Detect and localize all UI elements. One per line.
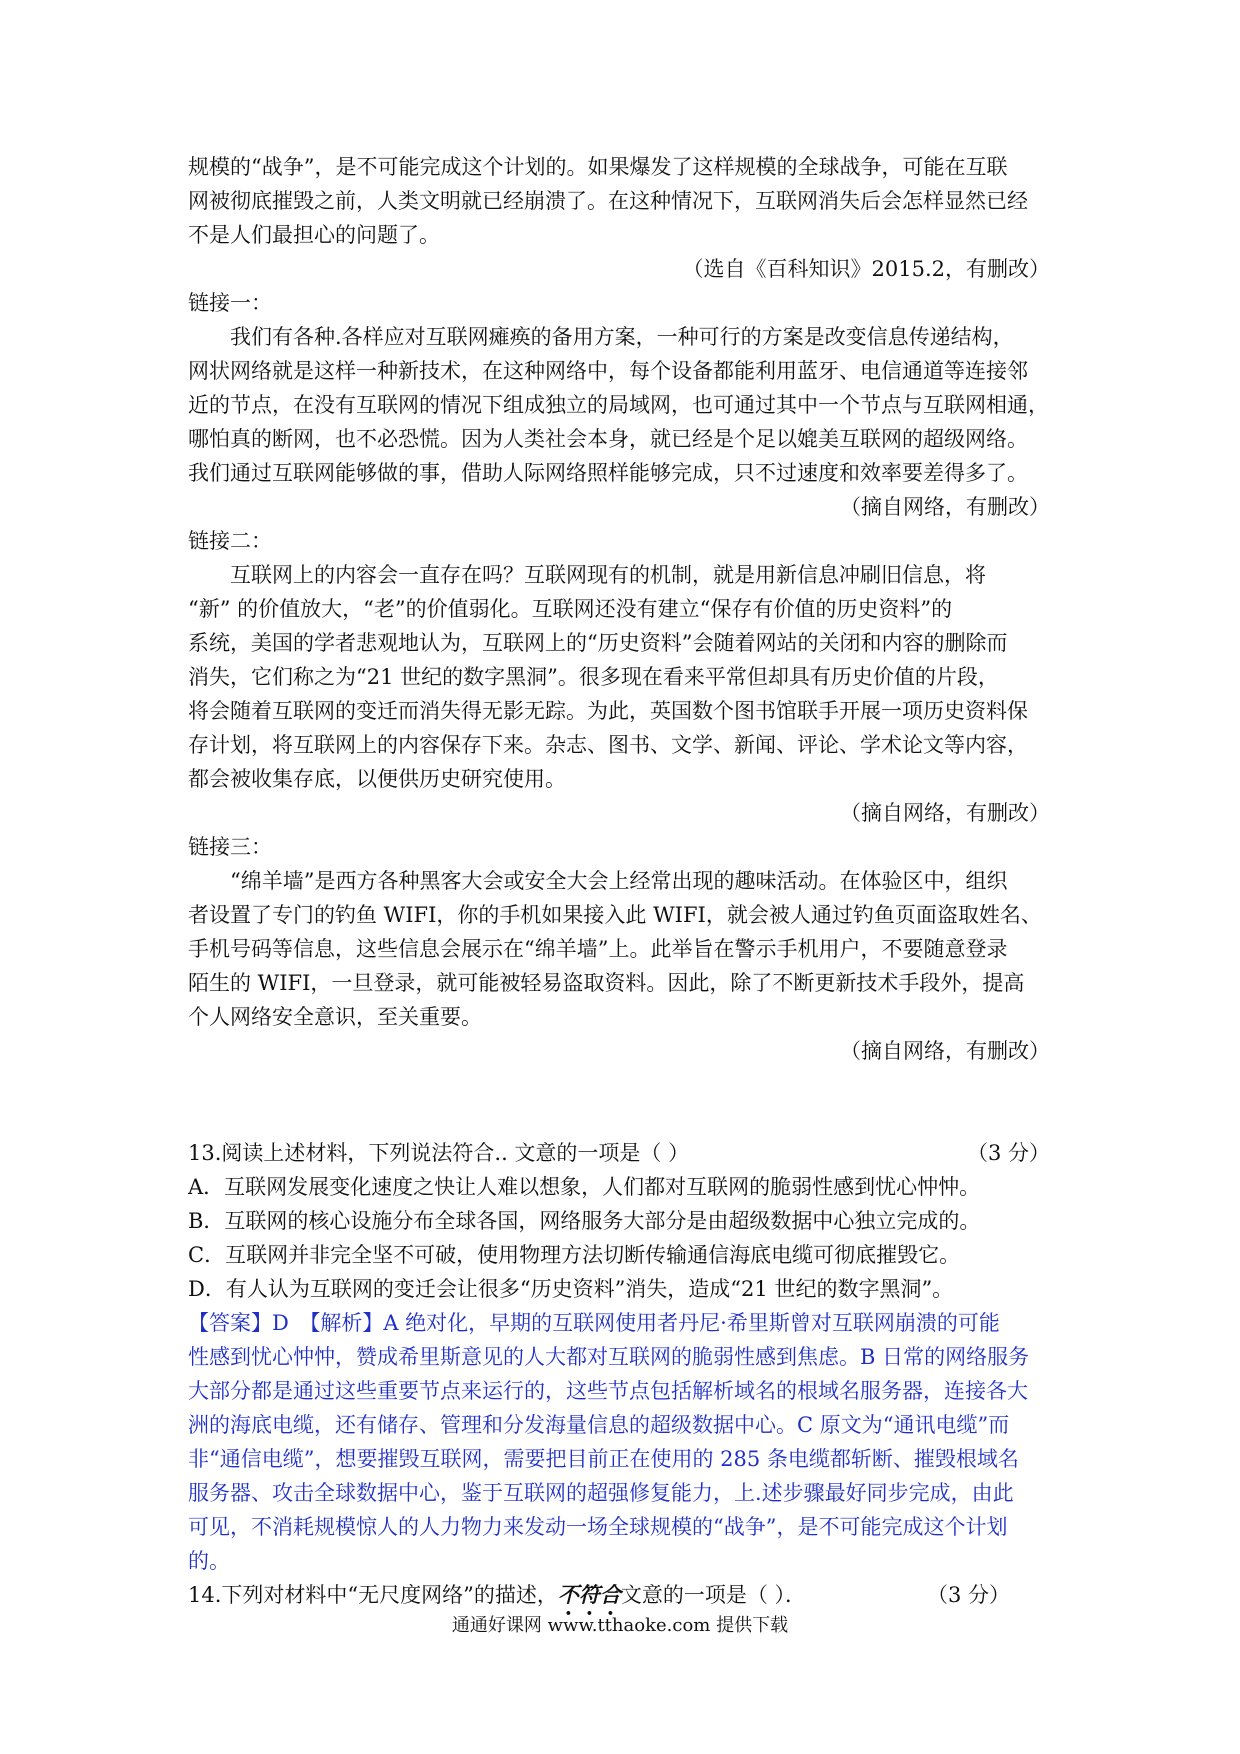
text-line: 系统，美国的学者悲观地认为，互联网上的“历史资料”会随着网站的关闭和内容的删除而 (188, 631, 1008, 655)
option-d: D．有人认为互联网的变迁会让很多“历史资料”消失，造成“21 世纪的数字黑洞”。 (188, 1277, 954, 1301)
text-line: 网状网络就是这样一种新技术，在这种网络中，每个设备都能利用蓝牙、电信通道等连接邻 (188, 359, 1028, 383)
option-b: B．互联网的核心设施分布全球各国，网络服务大部分是由超级数据中心独立完成的。 (188, 1209, 981, 1233)
answer-line: 洲的海底电缆，还有储存、管理和分发海量信息的超级数据中心。C 原文为“通讯电缆”而 (188, 1413, 1010, 1437)
page-footer: 通通好课网 www.tthaoke.com 提供下载 (451, 1615, 789, 1636)
link-one-title: 链接一： (188, 291, 272, 315)
passage-source: （选自《百科知识》2015.2，有删改） (682, 257, 1050, 281)
answer-line: 大部分都是通过这些重要节点来运行的，这些节点包括解析域名的根域名服务器，连接各大 (188, 1379, 1028, 1403)
question-14-score: （3 分） (926, 1583, 1010, 1607)
question-13 (188, 1136, 1050, 1578)
question-13-score: （3 分） (966, 1141, 1050, 1165)
text-line: 手机号码等信息，这些信息会展示在“绵羊墙”上。此举旨在警示手机用户，不要随意登录 (188, 937, 1008, 961)
document-content (188, 150, 1050, 1620)
answer-line: 非“通信电缆”，想要摧毁互联网，需要把目前正在使用的 285 条电缆都斩断、摧毁根域名 (188, 1447, 1019, 1471)
link-two-title: 链接二： (188, 529, 272, 553)
text-line: 都会被收集存底，以便供历史研究使用。 (188, 767, 566, 791)
text-line: 我们有各种.各样应对互联网瘫痪的备用方案，一种可行的方案是改变信息传递结构， (230, 325, 1014, 349)
text-line: 互联网上的内容会一直存在吗？互联网现有的机制，就是用新信息冲刷旧信息，将 (230, 563, 986, 587)
question-13-stem: 13.阅读上述材料，下列说法符合.. 文意的一项是（ ） (188, 1141, 690, 1165)
text-line: 规模的“战争”，是不可能完成这个计划的。如果爆发了这样规模的全球战争，可能在互联 (188, 155, 1008, 179)
answer-explanation (188, 1306, 1050, 1578)
question-14-emphasis: 不符合 (557, 1582, 621, 1607)
option-c: C．互联网并非完全坚不可破，使用物理方法切断传输通信海底电缆可彻底摧毁它。 (188, 1243, 961, 1267)
link-one-source: （摘自网络，有删改） (840, 495, 1050, 519)
link-three-title: 链接三： (188, 835, 272, 859)
text-line: 陌生的 WIFI，一旦登录，就可能被轻易盗取资料。因此，除了不断更新技术手段外，提高 (188, 971, 1025, 995)
link-three-section (188, 830, 1050, 1068)
link-one-section (188, 286, 1050, 524)
text-line: 个人网络安全意识，至关重要。 (188, 1005, 482, 1029)
text-line: 哪怕真的断网，也不必恐慌。因为人类社会本身，就已经是个足以媲美互联网的超级网络。 (188, 427, 1028, 451)
option-a: A．互联网发展变化速度之快让人难以想象，人们都对互联网的脆弱性感到忧心忡忡。 (188, 1175, 981, 1199)
question-14-stem-after: 文意的一项是（ ）． (620, 1583, 807, 1607)
link-two-section (188, 524, 1050, 830)
question-14-stem-before: 14.下列对材料中“无尺度网络”的描述， (188, 1583, 558, 1607)
text-line: 将会随着互联网的变迁而消失得无影无踪。为此，英国数个图书馆联手开展一项历史资料保 (188, 699, 1028, 723)
text-line: 网被彻底摧毁之前，人类文明就已经崩溃了。在这种情况下，互联网消失后会怎样显然已经 (188, 189, 1028, 213)
text-line: 消失，它们称之为“21 世纪的数字黑洞”。很多现在看来平常但却具有历史价值的片段， (188, 665, 999, 689)
question-13-stem-row (188, 1136, 1050, 1170)
section-spacer (188, 1068, 1050, 1136)
link-two-source: （摘自网络，有删改） (840, 801, 1050, 825)
text-line: 我们通过互联网能够做的事，借助人际网络照样能够完成，只不过速度和效率要差得多了。 (188, 461, 1028, 485)
text-line: 近的节点，在没有互联网的情况下组成独立的局域网，也可通过其中一个节点与互联网相通， (188, 393, 1049, 417)
text-line: 不是人们最担心的问题了。 (188, 223, 440, 247)
answer-line: 可见，不消耗规模惊人的人力物力来发动一场全球规模的“战争”，是不可能完成这个计划 (188, 1515, 1008, 1539)
answer-line: 性感到忧心忡忡，赞成希里斯意见的人大都对互联网的脆弱性感到焦虑。B 日常的网络服务 (188, 1345, 1030, 1369)
answer-line: 【答案】D 【解析】A 绝对化，早期的互联网使用者丹尼·希里斯曾对互联网崩溃的可能 (188, 1311, 1000, 1335)
answer-line: 服务器、攻击全球数据中心，鉴于互联网的超强修复能力，上.述步骤最好同步完成，由此 (188, 1481, 1014, 1505)
text-line: 存计划，将互联网上的内容保存下来。杂志、图书、文学、新闻、评论、学术论文等内容， (188, 733, 1028, 757)
passage-ending (188, 150, 1050, 286)
text-line: “新” 的价值放大，“老”的价值弱化。互联网还没有建立“保存有价值的历史资料”的 (188, 597, 953, 621)
text-line: 者设置了专门的钓鱼 WIFI，你的手机如果接入此 WIFI，就会被人通过钓鱼页面盗取姓名、 (188, 903, 1042, 927)
text-line: “绵羊墙”是西方各种黑客大会或安全大会上经常出现的趣味活动。在体验区中，组织 (230, 869, 1008, 893)
link-three-source: （摘自网络，有删改） (840, 1039, 1050, 1063)
answer-line: 的。 (188, 1549, 230, 1573)
